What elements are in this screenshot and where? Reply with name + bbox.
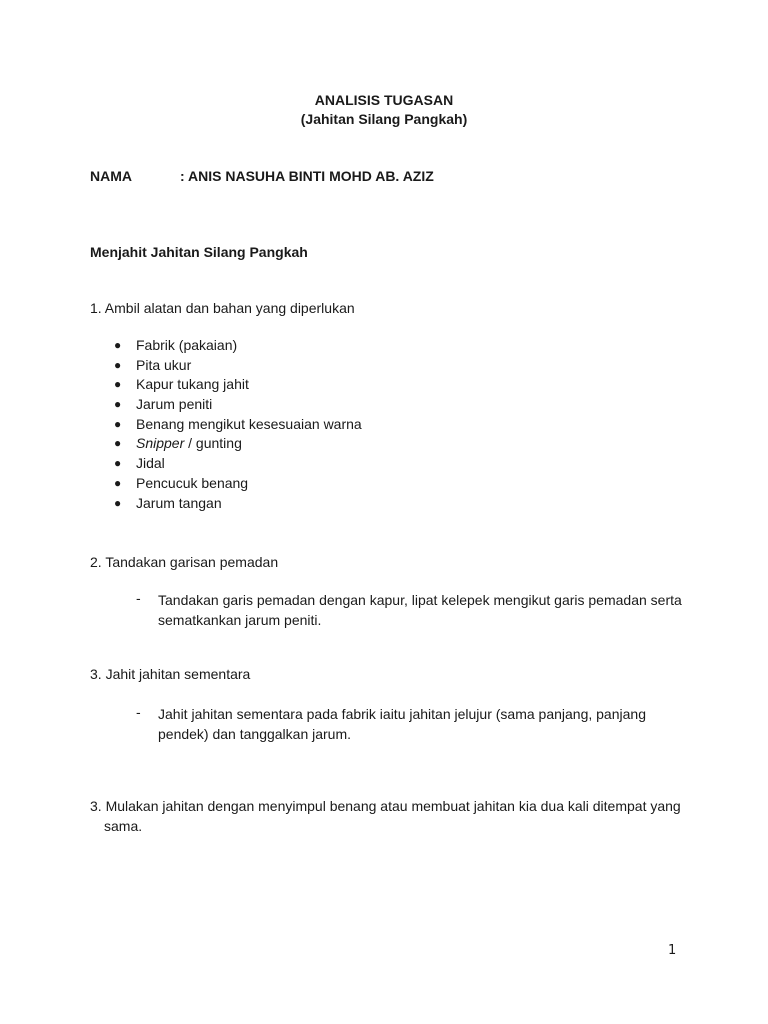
document-title: ANALISIS TUGASAN — [314, 92, 454, 108]
list-item: ● Snipper / gunting — [0, 434, 768, 454]
bullet-icon: ● — [114, 338, 122, 352]
step-2-heading: 2. Tandakan garisan pemadan — [90, 554, 279, 570]
step-3-heading: 3. Jahit jahitan sementara — [90, 666, 251, 682]
bullet-icon: ● — [114, 397, 122, 412]
page-number: 1 — [668, 943, 677, 958]
step-4-heading-line2: sama. — [104, 818, 143, 834]
list-item: ● Pencucuk benang — [0, 474, 768, 494]
bullet-icon: ● — [114, 475, 122, 490]
step-1-heading: 1. Ambil alatan dan bahan yang diperlukan — [90, 300, 355, 316]
list-item: ● Benang mengikut kesesuaian warna — [0, 415, 768, 435]
step-4-heading-line1: 3. Mulakan jahitan dengan menyimpul benang atau membuat jahitan kia dua kali ditempat yang — [90, 798, 681, 814]
list-item: ● Jarum tangan — [0, 494, 768, 514]
bullet-icon: ● — [114, 436, 122, 451]
bullet-icon: ● — [114, 357, 122, 372]
step-2-detail: Tandakan garis pemadan dengan kapur, lipat kelepek mengikut garis pemadan serta sematkankan jarum peniti. — [158, 592, 682, 628]
materials-list — [0, 336, 768, 513]
snipper-italic: Snipper — [136, 435, 185, 452]
section-heading: Menjahit Jahitan Silang Pangkah — [90, 244, 308, 260]
step-3-dash: - — [136, 704, 141, 720]
bullet-icon: ● — [114, 377, 122, 392]
step-2-dash: - — [136, 590, 141, 606]
step-3-detail: Jahit jahitan sementara pada fabrik iaitu jahitan jelujur (sama panjang, panjang pendek) dan tanggalkan jarum. — [158, 706, 646, 742]
document-subtitle: (Jahitan Silang Pangkah) — [300, 111, 468, 127]
bullet-icon: ● — [114, 456, 122, 471]
list-item: ● Kapur tukang jahit — [0, 375, 768, 395]
bullet-icon: ● — [114, 416, 122, 431]
name-value: : ANIS NASUHA BINTI MOHD AB. AZIZ — [180, 168, 434, 184]
list-item: ● Jarum peniti — [0, 395, 768, 415]
list-item: ● Fabrik (pakaian) — [0, 336, 768, 356]
bullet-icon: ● — [114, 495, 122, 510]
list-item: ● Pita ukur — [0, 356, 768, 376]
list-item: ● Jidal — [0, 454, 768, 474]
name-label: NAMA — [90, 168, 132, 184]
